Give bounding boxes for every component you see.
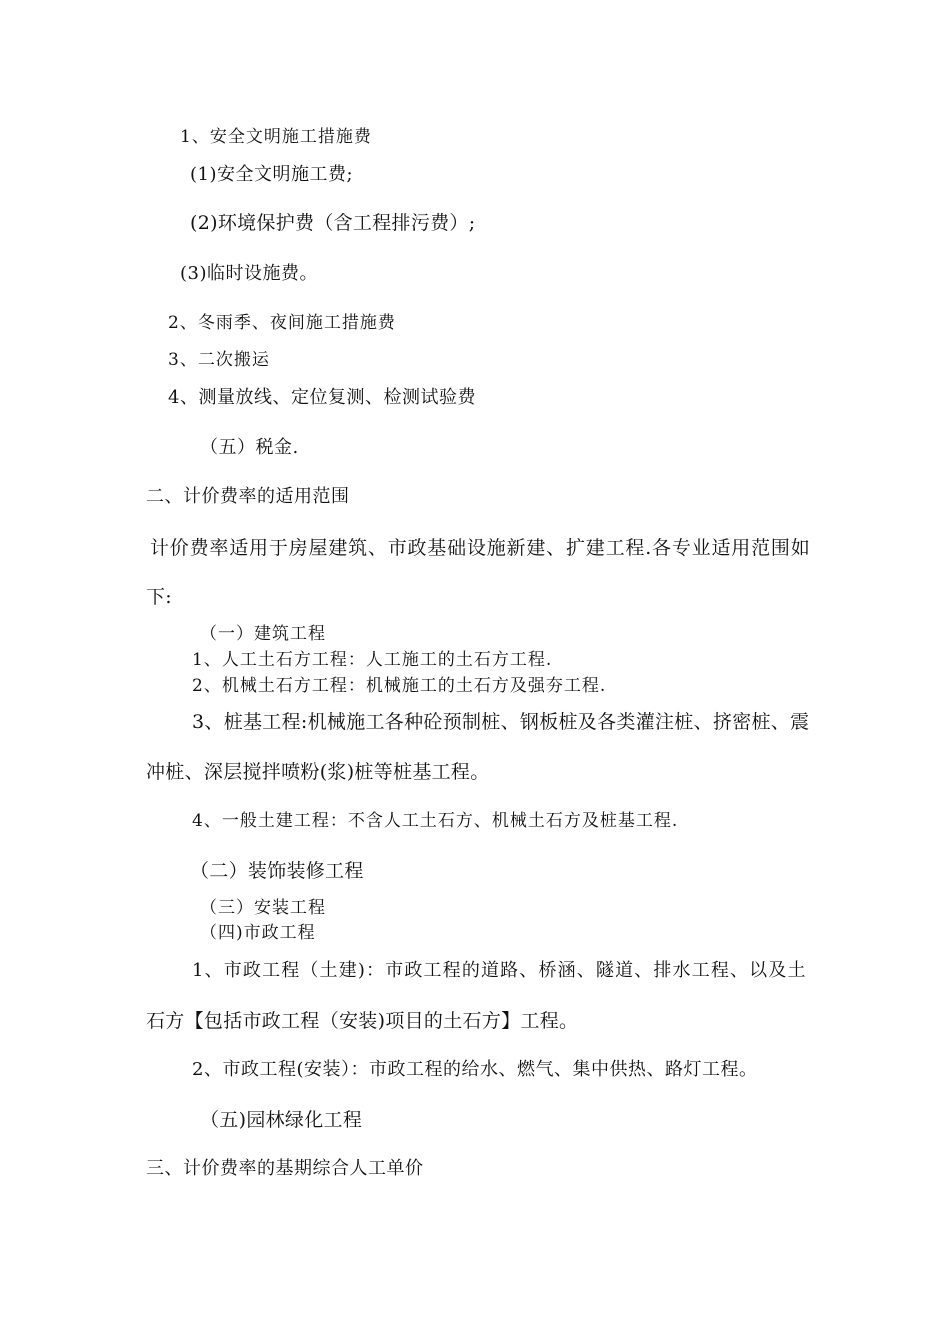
paragraph-scope-line-2: 下: xyxy=(146,586,173,608)
section-tax: （五）税金. xyxy=(200,437,299,458)
item-safety-civilized-measures: 1、安全文明施工措施费 xyxy=(180,127,372,147)
category-landscaping: （五)园林绿化工程 xyxy=(200,1109,363,1131)
heading-base-labor-price: 三、计价费率的基期综合人工单价 xyxy=(146,1158,424,1179)
construction-item-pile-foundation-line-1: 3、桩基工程:机械施工各种砼预制桩、钢板桩及各类灌注桩、挤密桩、震 xyxy=(192,711,810,733)
subitem-environment-fee: (2)环境保护费（含工程排污费）; xyxy=(190,212,476,234)
construction-item-general-civil: 4、一般土建工程：不含人工土石方、机械土石方及桩基工程. xyxy=(192,811,679,831)
item-secondary-transport: 3、二次搬运 xyxy=(168,350,270,370)
paragraph-scope-line-1: 计价费率适用于房屋建筑、市政基础设施新建、扩建工程.各专业适用范围如 xyxy=(150,537,810,559)
subitem-safety-civilized-fee: (1)安全文明施工费; xyxy=(190,164,354,185)
category-installation: （三）安装工程 xyxy=(200,898,326,918)
construction-item-manual-earthwork: 1、人工土石方工程：人工施工的土石方工程. xyxy=(192,650,553,670)
municipal-item-civil-line-1: 1、市政工程（土建)：市政工程的道路、桥涵、隧道、排水工程、以及土 xyxy=(192,960,806,981)
heading-applicable-scope: 二、计价费率的适用范围 xyxy=(146,486,350,507)
category-municipal: （四)市政工程 xyxy=(200,923,316,943)
construction-item-mechanical-earthwork: 2、机械土石方工程：机械施工的土石方及强夯工程. xyxy=(192,676,607,696)
construction-item-pile-foundation-line-2: 冲桩、深层搅拌喷粉(浆)桩等桩基工程。 xyxy=(146,761,490,783)
subitem-temporary-facilities-fee: (3)临时设施费。 xyxy=(180,263,318,284)
category-construction: （一）建筑工程 xyxy=(200,624,326,644)
item-surveying-testing-fee: 4、测量放线、定位复测、检测试验费 xyxy=(168,387,476,408)
municipal-item-civil-line-2: 石方【包括市政工程（安装)项目的土石方】工程。 xyxy=(146,1010,579,1032)
item-winter-rain-night-measures: 2、冬雨季、夜间施工措施费 xyxy=(168,313,396,333)
municipal-item-installation: 2、市政工程(安装）：市政工程的给水、燃气、集中供热、路灯工程。 xyxy=(192,1059,758,1080)
category-decoration: （二）装饰装修工程 xyxy=(190,860,364,882)
